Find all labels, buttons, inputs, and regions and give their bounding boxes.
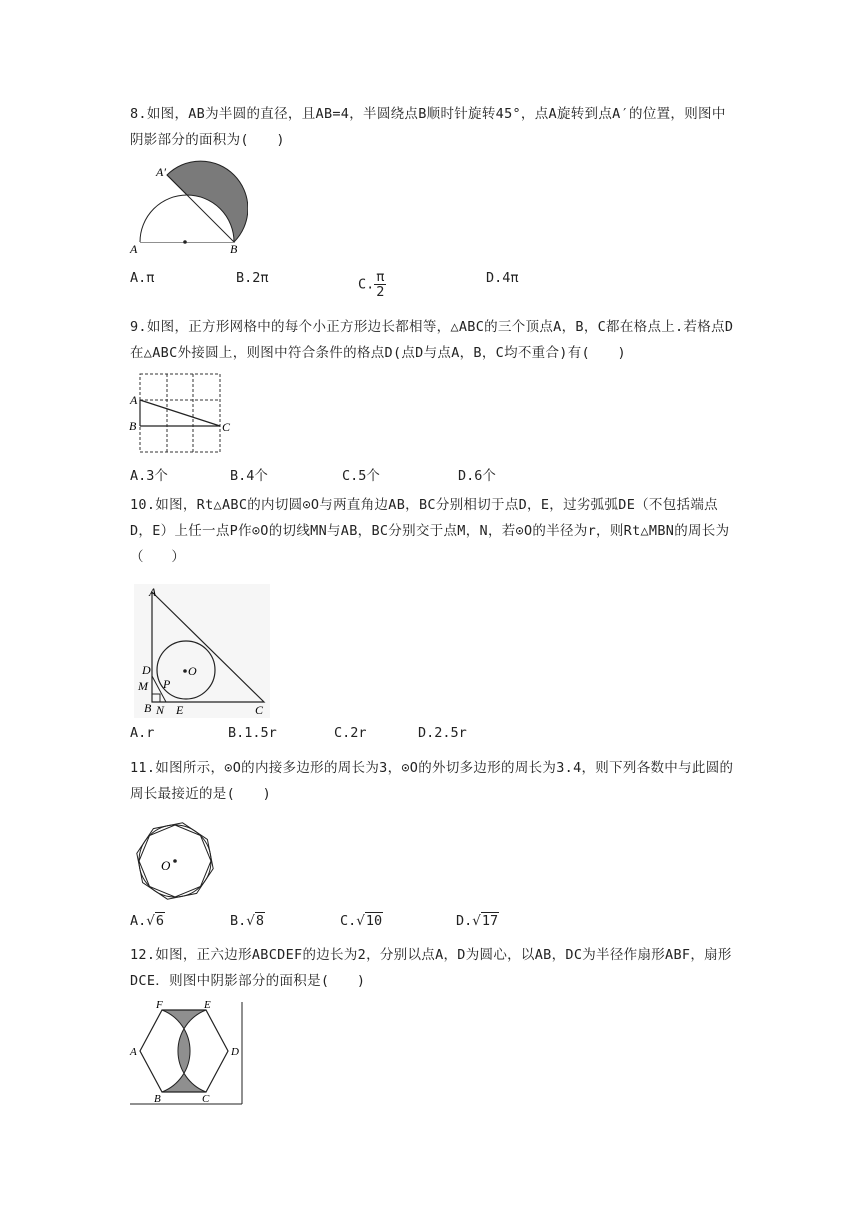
label-b: B <box>154 1093 161 1105</box>
question-8-options <box>130 269 735 300</box>
option-b[interactable]: B.2π <box>236 270 269 286</box>
question-9-stem: 9.如图，正方形网格中的每个小正方形边长都相等，△ABC的三个顶点A，B，C都在格点上.若格点D在△ABC外接圆上，则图中符合条件的格点D(点D与点A，B，C均不重合)有( ) <box>130 319 734 361</box>
option-b[interactable]: B.4个 <box>230 468 268 484</box>
label-c: C <box>255 703 264 717</box>
label-o: O <box>188 664 197 678</box>
option-b[interactable]: B.1.5r <box>228 725 277 741</box>
option-d[interactable]: D.2.5r <box>418 725 467 741</box>
label-o: O <box>161 858 171 873</box>
question-10-options <box>130 725 735 751</box>
question-9-figure <box>128 370 236 460</box>
question-11-stem: 11.如图所示，⊙O的内接多边形的周长为3，⊙O的外切多边形的周长为3.4，则下列各数中与此圆的周长最接近的是( ) <box>130 760 734 802</box>
question-12-stem: 12.如图，正六边形ABCDEF的边长为2，分别以点A，D为圆心，以AB，DC为半径作扇形ABF，扇形DCE．则图中阴影部分的面积是( ) <box>130 947 732 989</box>
option-d[interactable]: D.4π <box>486 270 519 286</box>
label-m: M <box>138 679 148 693</box>
label-b: B <box>144 701 152 715</box>
question-8-stem: 8.如图，AB为半圆的直径，且AB=4，半圆绕点B顺时针旋转45°，点A旋转到点A′的位置，则图中阴影部分的面积为( ) <box>130 106 726 148</box>
pi-over-2-fraction: $\frac{\pi}{2}$ <box>376 269 385 300</box>
question-12-figure <box>128 1000 246 1112</box>
question-9-options <box>130 464 735 490</box>
label-b: B <box>129 419 137 433</box>
label-c: C <box>202 1093 210 1105</box>
option-d[interactable]: D.6个 <box>458 468 496 484</box>
label-a: A <box>149 585 157 599</box>
question-11-figure <box>128 814 222 912</box>
label-b: B <box>230 242 238 256</box>
label-a: A <box>130 393 138 407</box>
label-a: A <box>130 1046 137 1058</box>
label-e: E <box>204 1000 211 1011</box>
question-10-stem: 10.如图，Rt△ABC的内切圆⊙O与两直角边AB，BC分别相切于点D，E，过劣弧弧DE（不包括端点D，E）上任一点P作⊙O的切线MN与AB，BC分别交于点M，N，若⊙O的半径为r，则Rt△MBN的周长为（ ） <box>130 497 730 565</box>
label-a: A <box>130 242 138 256</box>
label-f: F <box>156 1000 163 1011</box>
label-d: D <box>231 1046 239 1058</box>
label-p: P <box>163 677 171 691</box>
question-8-figure <box>128 160 248 260</box>
option-c[interactable]: C.√10 <box>340 913 383 929</box>
label-a-prime: A′ <box>156 165 166 179</box>
label-e: E <box>176 703 184 717</box>
option-a[interactable]: A.√6 <box>130 913 165 929</box>
option-a[interactable]: A.3个 <box>130 468 168 484</box>
label-n: N <box>156 703 165 717</box>
option-a[interactable]: A.r <box>130 725 155 741</box>
option-a[interactable]: A.π <box>130 270 155 286</box>
option-c[interactable]: C.5个 <box>342 468 380 484</box>
option-c[interactable]: C. $\frac{\pi}{2}$ <box>358 269 385 300</box>
option-b[interactable]: B.√8 <box>230 913 265 929</box>
option-c[interactable]: C.2r <box>334 725 367 741</box>
question-11-options <box>130 913 735 939</box>
option-d[interactable]: D.√17 <box>456 913 499 929</box>
label-d: D <box>142 663 151 677</box>
question-10-figure <box>134 584 270 722</box>
label-c: C <box>222 420 231 434</box>
